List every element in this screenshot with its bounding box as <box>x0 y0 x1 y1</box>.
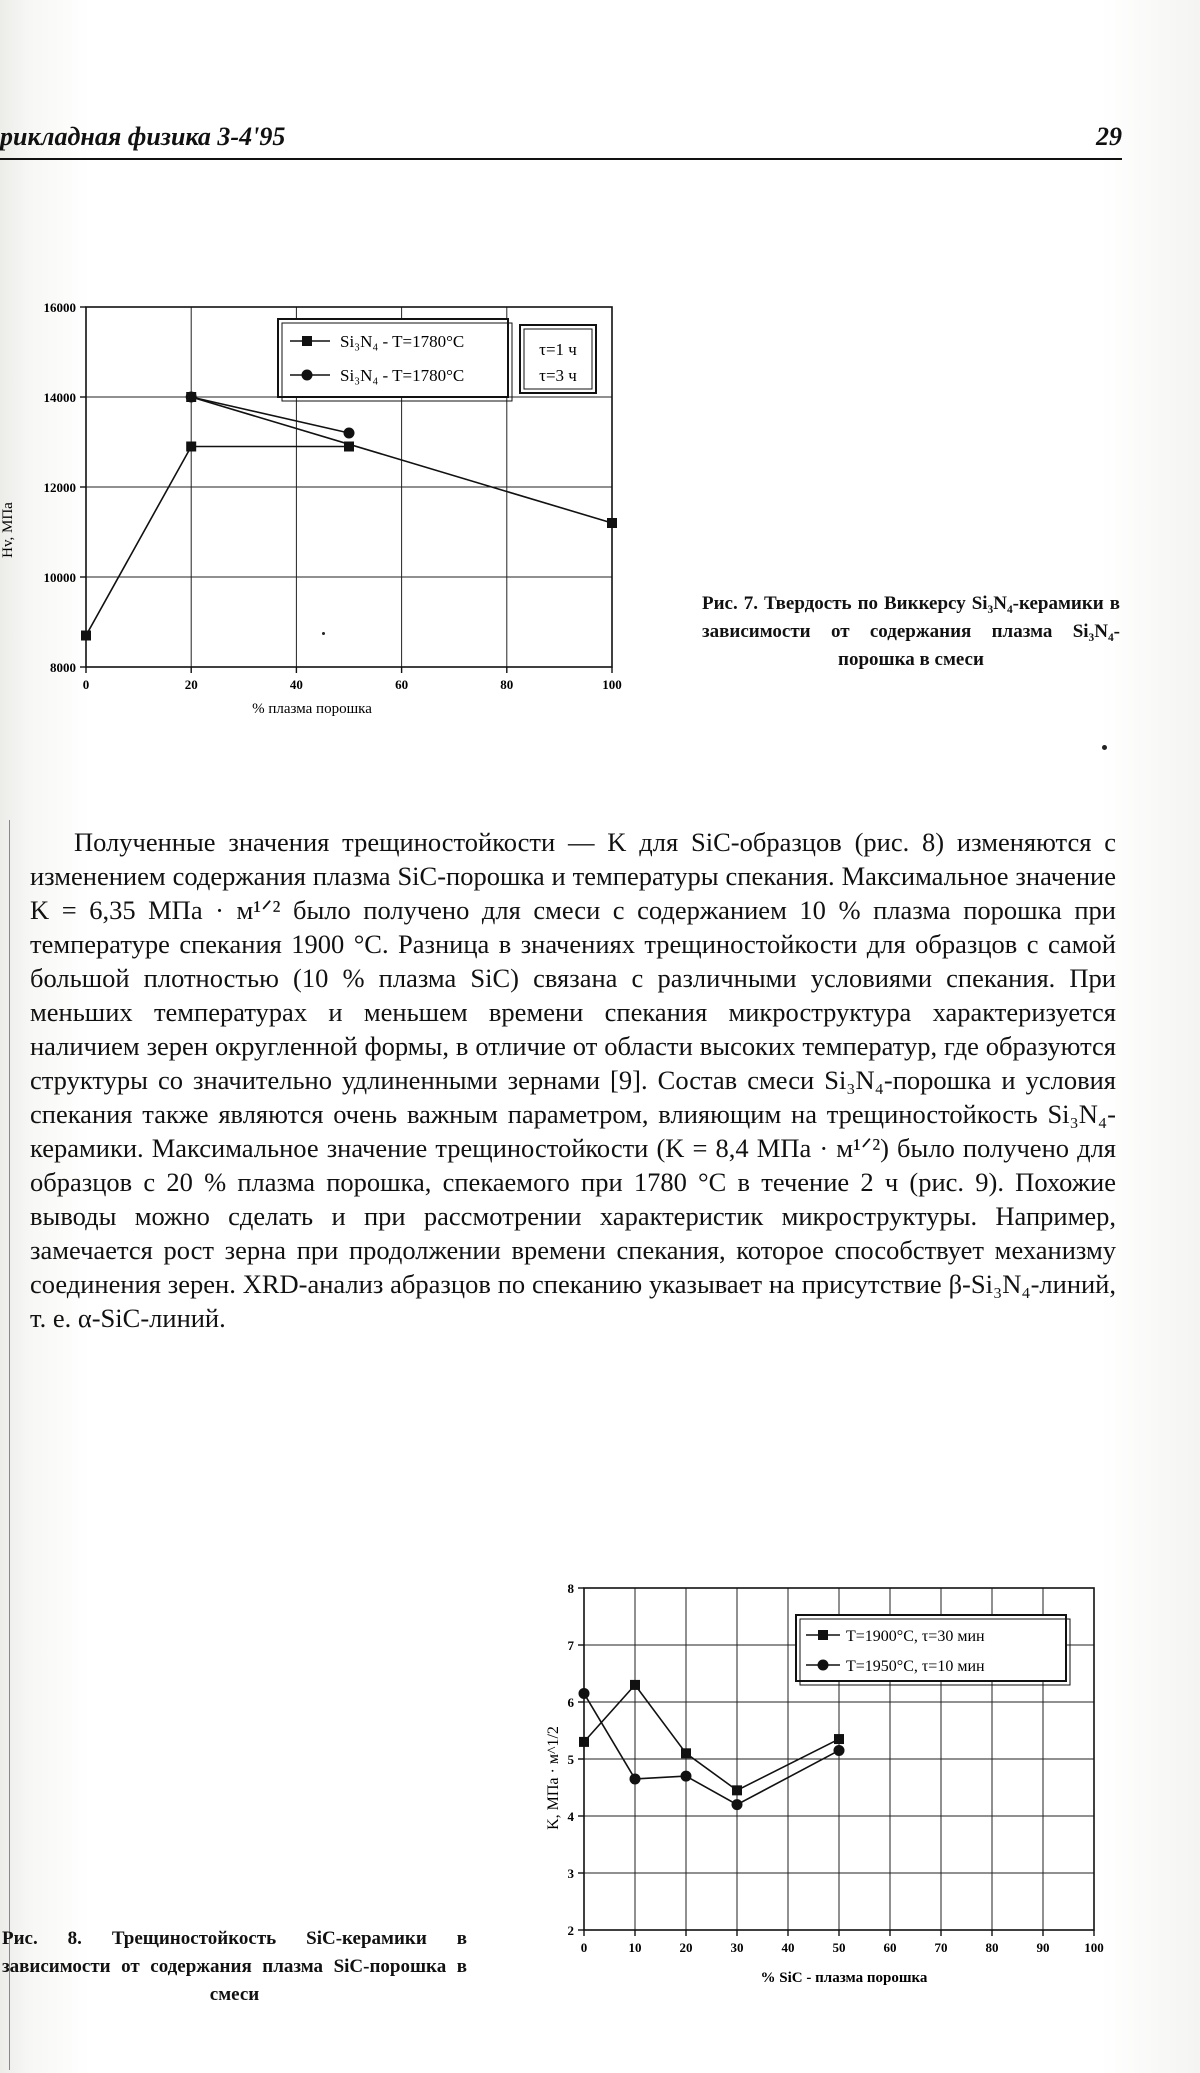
c8-y-tick-label: 8 <box>567 1581 574 1596</box>
figure-8-chart <box>534 1578 1104 1998</box>
c8-x-tick-label: 60 <box>883 1940 897 1955</box>
fig7-y-axis-label: Hv, МПа <box>0 502 16 558</box>
running-header <box>0 118 1122 160</box>
fig7-legend-label-1: Si₃N₄ - T=1780°C <box>340 332 465 351</box>
c7-series-1-point <box>344 428 355 439</box>
c7-y-tick-label: 12000 <box>43 480 76 495</box>
fig8-x-axis-label: % SiC - плазма порошка <box>760 1970 928 1986</box>
c8-x-tick-label: 10 <box>628 1940 642 1955</box>
fig8-legend-label-2: T=1950°C, τ=10 мин <box>846 1658 985 1675</box>
c8-y-tick-label: 6 <box>567 1695 574 1710</box>
c7-y-tick-label: 8000 <box>50 660 76 675</box>
page-number: 29 <box>1096 122 1122 151</box>
fig7-legend-box <box>278 319 508 397</box>
c7-x-tick-label: 40 <box>289 677 303 692</box>
c8-x-tick-label: 30 <box>730 1940 744 1955</box>
c7-y-tick-label: 14000 <box>43 390 76 405</box>
c7-x-tick-label: 0 <box>82 677 90 692</box>
c8-x-tick-label: 0 <box>580 1940 588 1955</box>
fig7-annotation-3h: τ=3 ч <box>539 366 577 385</box>
fig7-legend-marker-1 <box>302 336 312 346</box>
c7-series-0-point <box>81 631 91 641</box>
c7-series-1-line <box>191 397 349 433</box>
figure-7-caption: Рис. 7. Твердость по Виккерсу Si₃N₄-керамики в зависимости от содержания плазма Si₃N₄-порошка в смеси <box>702 593 1120 670</box>
fig7-time-box <box>520 325 596 393</box>
figure-7-chart <box>0 285 640 735</box>
c8-series-1-point <box>579 1688 590 1699</box>
journal-title: рикладная физика 3-4'95 <box>0 122 286 151</box>
margin-rule <box>9 820 10 2070</box>
c8-series-0-point <box>630 1680 640 1690</box>
fig8-y-axis-label: K, МПа · м^1/2 <box>545 1726 562 1830</box>
c7-y-tick-label: 10000 <box>43 570 76 585</box>
print-speck <box>1102 745 1107 750</box>
c8-series-1-point <box>732 1799 743 1810</box>
fig7-legend-marker-2 <box>302 370 313 381</box>
c8-series-0-point <box>732 1785 742 1795</box>
c8-series-0-point <box>681 1748 691 1758</box>
fig8-series <box>579 1680 845 1810</box>
c7-x-tick-label: 100 <box>602 677 622 692</box>
c8-x-tick-label: 70 <box>934 1940 948 1955</box>
c7-x-tick-label: 80 <box>500 677 514 692</box>
c8-x-tick-label: 20 <box>679 1940 693 1955</box>
figure-8-caption: Рис. 8. Трещиностойкость SiC-керамики в зависимости от содержания плазма SiC-порошка в смеси <box>2 1928 467 2005</box>
body-paragraph: Полученные значения трещиностойкости — K для SiC-образцов (рис. 8) изменяются с изменением содержания плазма SiC-порошка и температуры спекания. Максимальное значение K = 6,35 МПа · м¹ᐟ² было получено для смеси с содержанием 10 % плазма порошка при температуре спекания 1900 °C. Разница в значениях трещиностойкости для образцов с самой большой плотностью (10 % плазма SiC) связана с различными условиями спекания. При меньших температурах и меньшем времени спекания микроструктура характеризуется наличием зерен округленной формы, в отличие от области высоких температур, где образуются структуры со значительно удлиненными зернами [9]. Состав смеси Si₃N₄-порошка и условия спекания также являются очень важным параметром, влияющим на трещиностойкость Si₃N₄-керамики. Максимальное значение трещиностойкости (K = 8,4 МПа · м¹ᐟ²) было получено для образцов с 20 % плазма порошка, спекаемого при 1780 °C в течение 2 ч (рис. 9). Похожие выводы можно сделать и при рассмотрении характеристик микроструктуры. Например, замечается рост зерна при продолжении времени спекания, которое способствует механизму соединения зерен. XRD-анализ абразцов по спеканию указывает на присутствие β-Si₃N₄-линий, т. е. α-SiC-линий. <box>30 827 1116 1333</box>
c7-x-tick-label: 20 <box>184 677 198 692</box>
c8-series-1-line <box>584 1693 839 1804</box>
c8-series-1-point <box>630 1773 641 1784</box>
c8-y-tick-label: 7 <box>567 1638 574 1653</box>
c8-series-1-point <box>681 1771 692 1782</box>
c8-series-0-line <box>584 1685 839 1790</box>
c7-series-2-point <box>607 518 617 528</box>
c8-x-tick-label: 90 <box>1036 1940 1050 1955</box>
fig7-annotation-1h: τ=1 ч <box>539 340 577 359</box>
fig7-series <box>81 392 617 641</box>
c8-x-tick-label: 40 <box>781 1940 795 1955</box>
fig7-legend <box>278 319 512 401</box>
body-text <box>30 825 1116 1335</box>
c8-x-tick-label: 50 <box>832 1940 846 1955</box>
fig8-legend <box>796 1615 1070 1685</box>
c8-x-tick-label: 100 <box>1084 1940 1104 1955</box>
c8-series-0-point <box>579 1737 589 1747</box>
c8-y-tick-label: 3 <box>567 1866 574 1881</box>
fig7-x-axis-label: % плазма порошка <box>252 701 372 717</box>
c8-series-1-point <box>834 1745 845 1756</box>
c7-series-2-point <box>186 392 196 402</box>
c8-x-tick-label: 80 <box>985 1940 999 1955</box>
fig8-legend-label-1: T=1900°C, τ=30 мин <box>846 1628 985 1645</box>
c7-x-tick-label: 60 <box>395 677 409 692</box>
c7-y-tick-label: 16000 <box>43 300 76 315</box>
fig8-legend-marker-1 <box>818 1630 828 1640</box>
fig7-legend-label-2: Si₃N₄ - T=1780°C <box>340 366 465 385</box>
c7-series-0-line <box>86 447 349 636</box>
print-speck-small <box>322 632 325 635</box>
c8-series-0-point <box>834 1734 844 1744</box>
c8-y-tick-label: 5 <box>567 1752 574 1767</box>
fig8-legend-marker-2 <box>818 1660 829 1671</box>
c8-y-tick-label: 2 <box>567 1923 574 1938</box>
c8-y-tick-label: 4 <box>567 1809 574 1824</box>
c7-series-0-point <box>186 442 196 452</box>
